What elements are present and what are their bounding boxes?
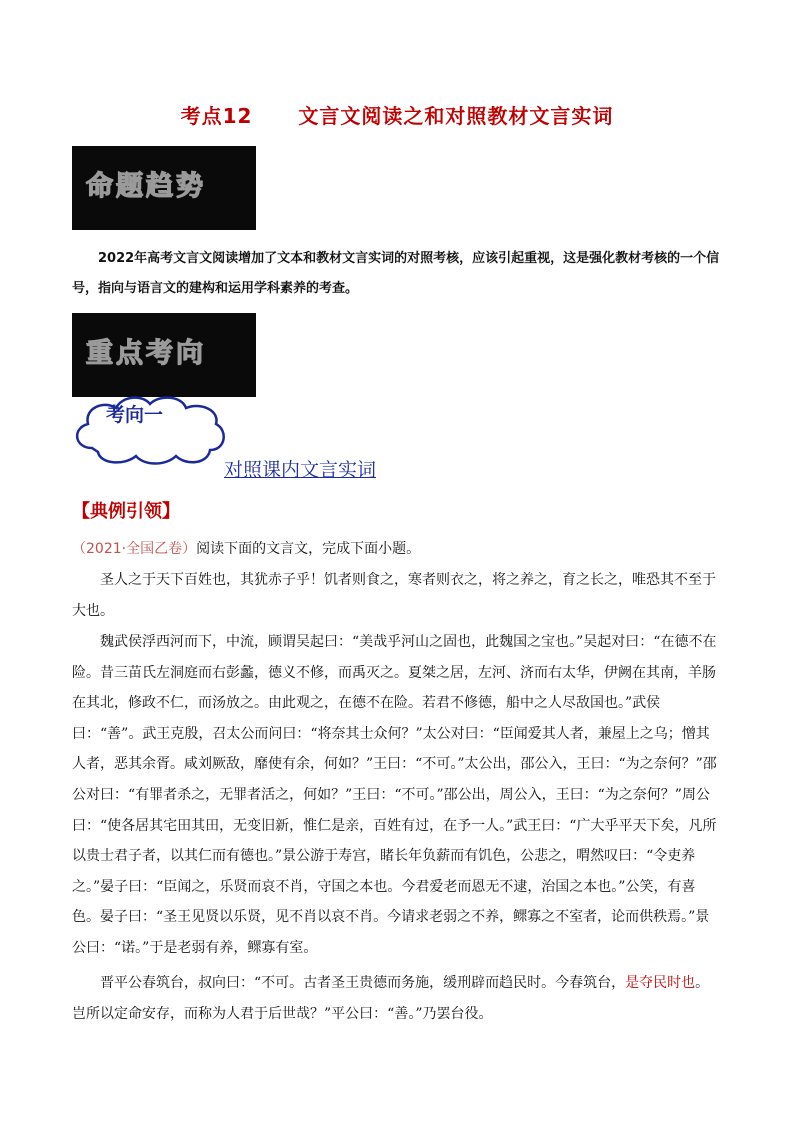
question-instruction: 阅读下面的文言文，完成下面小题。 [196,541,421,557]
intro-paragraph: 2022年高考文言文阅读增加了文本和教材文言实词的对照考核，应该引起重视，这是强化教材考核的一个信号，指向与语言文的建构和运用学科素养的考查。 [72,251,720,296]
para3-text-after: 。岂所以定命安存，而称为人君于后世哉？”平公曰：“善。”乃罢台役。 [72,975,710,1022]
trend-banner-label: 命题趋势 [86,171,206,202]
highlighted-phrase: 是夺民时也 [625,975,696,991]
section-title-link[interactable]: 对照课内文言实词 [224,459,377,481]
question-source-line [72,538,420,558]
trend-banner [72,146,256,230]
para3-text-before: 晋平公春筑台，叔向曰：“不可。古者圣王贵德而务施，缓刑辟而趋民时。今春筑台， [100,975,626,991]
passage-paragraph-2: 魏武侯浮西河而下，中流，顾谓吴起曰：“美哉乎河山之固也，此魏国之宝也。”吴起对曰：“在德不在险。昔三苗氏左洞庭而右彭蠡，德义不修，而禹灭之。夏桀之居，左河、济而右太华，伊阙在其南，羊肠在其北，修政不仁，而汤放之。由此观之，在德不在险。若君不修德，船中之人尽敌国也。”武侯曰：“善”。武王克殷，召太公而问曰：“将奈其士众何？”太公对曰：“臣闻爱其人者，兼屋上之乌；憎其人者，恶其余胥。咸刘厥敌，靡使有余，何如？”王曰：“不可。”太公出，邵公入，王曰：“为之奈何？”邵公对曰：“有罪者杀之，无罪者活之，何如？”王曰：“不可。”邵公出，周公入，王曰：“为之奈何？”周公曰：“使各居其宅田其田，无变旧新，惟仁是亲，百姓有过，在予一人。”武王曰：“广大乎平天下矣，凡所以贵士君子者，以其仁而有德也。”景公游于寿宫，睹长年负薪而有饥色，公悲之，喟然叹曰：“令吏养之。”晏子曰：“臣闻之，乐贤而哀不肖，守国之本也。今君爱老而恩无不逮，治国之本也。”公笑，有喜色。晏子曰：“圣王见贤以乐贤，见不肖以哀不肖。今请求老弱之不养，鳏寡之不室者，论而供秩焉。”景公曰：“诺。”于是老弱有养，鳏寡有室。 [72,634,717,956]
title-code: 考点12 [180,104,253,128]
passage-paragraph-1: 圣人之于天下百姓也，其犹赤子乎！饥者则食之，寒者则衣之，将之养之，育之长之，唯恐其不至于大也。 [72,572,716,619]
title-text: 文言文阅读之和对照教材文言实词 [298,104,614,128]
example-heading: 【典例引领】 [72,501,180,522]
page-title [0,100,794,129]
section-cloud-label: 考向一 [106,404,164,426]
passage-paragraph-3 [72,968,722,1029]
question-source: （2021·全国乙卷） [72,541,197,557]
focus-banner-label: 重点考向 [86,338,206,369]
focus-banner [72,313,256,397]
